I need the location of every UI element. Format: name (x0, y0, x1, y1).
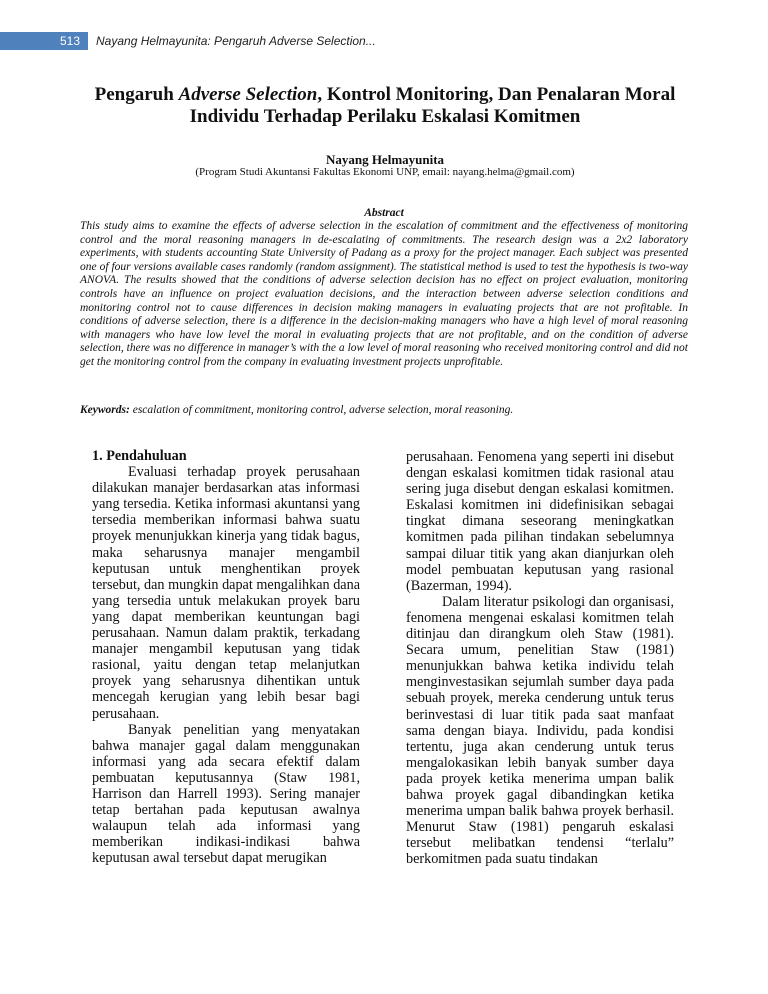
author-name: Nayang Helmayunita (325, 152, 445, 167)
abstract-body: This study aims to examine the effects of adverse selection in the escalation of commitment and the effectiveness of monitoring control and the moral reasoning managers in de-escalating of commitments. The research design was a 2x2 laboratory experiments, with students accounting State University of Padang as a proxy for the project manager. Each subject was presented one of four versions available cases randomly (random assignment). The statistical method is used to test the hypothesis is two-way ANOVA. The results showed that the conditions of adverse selection decision has no effect on project evaluation, monitoring controls have an influence on project evaluation decisions, and the interaction between adverse selection conditions and monitoring control not to cause differences in decision making managers in evaluating projects that are not profitable. In conditions of adverse selection, there is a difference in the decision-making managers who have a high level of moral reasoning with managers who have low level the moral in evaluating projects that are not profitable, and on the condition of adverse selection, there was no difference in manager’s with the a low level of moral reasoning who received monitoring control and did not get the monitoring control from the company in evaluating investment projects unprofitable. (80, 220, 688, 368)
paragraph: Dalam literatur psikologi dan organisasi, fenomena mengenai eskalasi komitmen telah ditinjau dan dirangkum oleh Staw (1981). Secara umum, penelitian Staw (1981) menunjukkan bahwa ketika individu telah menginvestasikan sejumlah sumber daya pada sebuah proyek, mereka cenderung untuk terus berinvestasi di luar titik pada saat manfaat sama dengan biaya. Individu, pada kondisi tertentu, juga akan cenderung untuk terus mengalokasikan lebih banyak sumber daya pada proyek ketika menerima umpan balik bahwa proyek gagal dibandingkan ketika menerima umpan balik bahwa proyek berhasil. Menurut Staw (1981) pengaruh eskalasi tersebut melibatkan tendensi “terlalu” berkomitmen pada suatu tindakan (406, 593, 674, 868)
abstract-heading: Abstract (364, 207, 404, 219)
body-column-right (406, 449, 674, 867)
running-head-text: Nayang Helmayunita: Pengaruh Adverse Selection... (96, 34, 376, 48)
paragraph: perusahaan. Fenomena yang seperti ini disebut dengan eskalasi komitmen tidak rasional atau sering juga disebut dengan eskalasi komitmen. Eskalasi komitmen ini didefinisikan sebagai tingkat dimana seseorang meningkatkan komitmen pada pilihan tindakan sebelumnya sampai diluar titik yang akan dianjurkan oleh model pembuatan keputusan yang rasional (Bazerman, 1994). (406, 449, 674, 594)
title-italic: Adverse Selection (178, 84, 318, 105)
section-heading: 1. Pendahuluan (92, 448, 187, 464)
keywords (80, 404, 688, 416)
paper-title (90, 84, 680, 128)
keywords-label: Keywords: (80, 404, 130, 416)
paragraph: Evaluasi terhadap proyek perusahaan dilakukan manajer berdasarkan atas informasi yang tersedia. Ketika informasi akuntansi yang tersedia memberikan informasi bahwa suatu proyek menunjukkan kinerja yang tidak bagus, maka seharusnya manajer mengambil keputusan untuk menghentikan proyek tersebut, dan mungkin dapat mengalihkan dana yang tersedia untuk melakukan proyek baru yang dapat memberikan keuntungan bagi perusahaan. Namun dalam praktik, terkadang manajer mengambil keputusan yang tidak rasional, yaitu dengan tetap melanjutkan proyek yang seharusnya dihentikan untuk mencegah kerugian yang lebih besar bagi perusahaan. (92, 464, 360, 722)
body-column-left (92, 448, 360, 866)
page-number: 513 (0, 32, 88, 50)
title-part-1: Pengaruh (94, 84, 179, 105)
keywords-list: escalation of commitment, monitoring control, adverse selection, moral reasoning. (129, 404, 514, 416)
paragraph: Banyak penelitian yang menyatakan bahwa manajer gagal dalam menggunakan informasi yang ada secara efektif dalam pembuatan keputusannya (Staw 1981, Harrison dan Harrell 1993). Sering manajer tetap bertahan pada keputusan awalnya walaupun telah ada informasi yang memberikan indikasi-indikasi bahwa keputusan awal tersebut dapat merugikan (92, 721, 360, 867)
running-header (0, 32, 376, 50)
author-affiliation: (Program Studi Akuntansi Fakultas Ekonomi UNP, email: nayang.helma@gmail.com) (195, 166, 575, 178)
title-part-2: , Kontrol Monitoring, Dan Penalaran Moral Individu Terhadap Perilaku Eskalasi Komitmen (189, 84, 676, 127)
